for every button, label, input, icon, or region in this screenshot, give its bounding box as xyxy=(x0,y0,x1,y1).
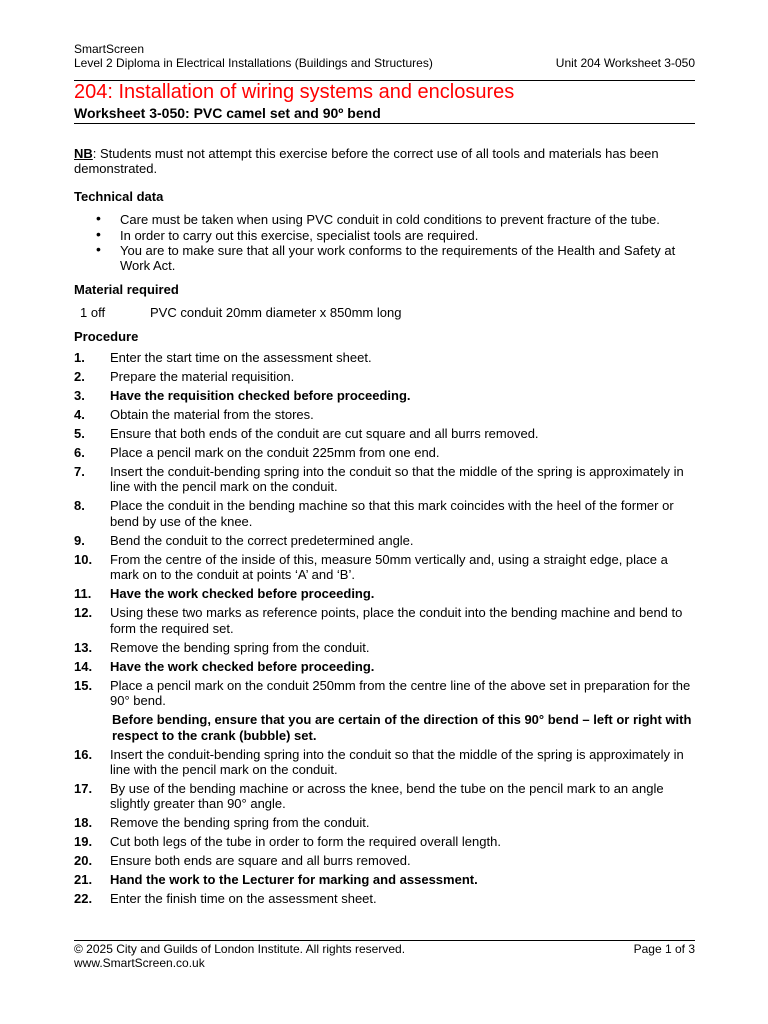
procedure-list xyxy=(74,350,695,907)
step-number: 2. xyxy=(74,369,85,385)
header-unit-ref: Unit 204 Worksheet 3-050 xyxy=(555,56,695,70)
step-text: Enter the finish time on the assessment sheet. xyxy=(110,891,377,907)
step-number: 3. xyxy=(74,388,85,404)
header-org: SmartScreen xyxy=(74,42,145,56)
title-divider xyxy=(74,123,695,124)
step-text: Remove the bending spring from the conduit. xyxy=(110,815,370,831)
procedure-step xyxy=(74,605,695,636)
material-qty: 1 off xyxy=(80,305,106,321)
procedure-step xyxy=(74,407,695,422)
step-text: Hand the work to the Lecturer for marking and assessment. xyxy=(110,872,478,888)
nb-label: NB xyxy=(74,146,93,161)
step-text: Have the work checked before proceeding. xyxy=(110,586,375,602)
procedure-step xyxy=(74,747,695,778)
material-heading: Material required xyxy=(74,281,179,297)
footer-divider xyxy=(74,940,695,941)
step-text: By use of the bending machine or across the knee, bend the tube on the pencil mark to an angle slightly greater than 90° angle. xyxy=(110,780,664,812)
procedure-step xyxy=(74,464,695,495)
step-number: 13. xyxy=(74,639,93,655)
procedure-step xyxy=(74,552,695,583)
worksheet-body xyxy=(74,146,695,910)
step-number: 21. xyxy=(74,872,93,888)
procedure-step xyxy=(74,640,695,655)
procedure-step xyxy=(74,369,695,384)
step-number: 7. xyxy=(74,464,85,480)
step-number: 18. xyxy=(74,815,93,831)
page-footer xyxy=(74,942,695,970)
procedure-step xyxy=(74,891,695,906)
technical-data-list xyxy=(96,212,695,274)
step-text: Place a pencil mark on the conduit 250mm from the centre line of the above set in preparation for the 90° bend. xyxy=(110,677,691,709)
procedure-step xyxy=(74,872,695,887)
procedure-step xyxy=(74,781,695,812)
step-number: 6. xyxy=(74,445,85,461)
technical-item: • In order to carry out this exercise, specialist tools are required. xyxy=(96,228,695,243)
procedure-step xyxy=(74,659,695,674)
step-text: Ensure that both ends of the conduit are cut square and all burrs removed. xyxy=(110,426,539,442)
step-number: 5. xyxy=(74,426,85,442)
step-text: Insert the conduit-bending spring into the conduit so that the middle of the spring is approximately in line with the pencil mark on the conduit. xyxy=(110,746,684,777)
technical-data-heading: Technical data xyxy=(74,188,164,204)
procedure-step xyxy=(74,853,695,868)
procedure-step xyxy=(74,445,695,460)
step-number: 12. xyxy=(74,605,93,621)
unit-title: 204: Installation of wiring systems and enclosures xyxy=(74,81,515,103)
page-number: Page 1 of 3 xyxy=(633,942,695,956)
step-number: 4. xyxy=(74,407,85,423)
step-number: 17. xyxy=(74,780,93,796)
page-header xyxy=(74,42,695,70)
procedure-step xyxy=(74,388,695,403)
step-number: 8. xyxy=(74,498,85,514)
technical-item: • You are to make sure that all your work conforms to the requirements of the Health and Safety at Work Act. xyxy=(96,243,695,274)
step-number: 20. xyxy=(74,853,93,869)
procedure-step xyxy=(74,533,695,548)
step-text: Have the work checked before proceeding. xyxy=(110,658,375,674)
step-text: Ensure both ends are square and all burrs removed. xyxy=(110,853,411,869)
step-number: 10. xyxy=(74,551,93,567)
procedure-step xyxy=(74,815,695,830)
step-text: Cut both legs of the tube in order to form the required overall length. xyxy=(110,834,501,850)
step-number: 16. xyxy=(74,746,93,762)
step-number: 14. xyxy=(74,658,93,674)
step-text: Prepare the material requisition. xyxy=(110,369,295,385)
footer-copyright: © 2025 City and Guilds of London Institute. All rights reserved. xyxy=(74,942,406,956)
worksheet-title: Worksheet 3-050: PVC camel set and 90º bend xyxy=(74,105,381,121)
step-text: Bend the conduit to the correct predetermined angle. xyxy=(110,532,414,548)
step-text: Obtain the material from the stores. xyxy=(110,407,314,423)
step-number: 9. xyxy=(74,532,85,548)
header-course: Level 2 Diploma in Electrical Installations (Buildings and Structures) xyxy=(74,56,433,70)
step-text: Insert the conduit-bending spring into the conduit so that the middle of the spring is approximately in line with the pencil mark on the conduit. xyxy=(110,464,684,495)
procedure-step xyxy=(74,586,695,601)
step-text: Place a pencil mark on the conduit 225mm from one end. xyxy=(110,445,440,461)
procedure-note: Before bending, ensure that you are certain of the direction of this 90° bend – left or right with respect to the crank (bubble) set. xyxy=(112,712,692,743)
step-number: 15. xyxy=(74,677,93,693)
procedure-step xyxy=(74,834,695,849)
step-text: Place the conduit in the bending machine so that this mark coincides with the heel of the former or bend by use of the knee. xyxy=(110,498,674,529)
procedure-step xyxy=(74,350,695,365)
step-text: Have the requisition checked before proceeding. xyxy=(110,388,411,404)
step-number: 19. xyxy=(74,834,93,850)
nb-note xyxy=(74,146,695,177)
procedure-heading: Procedure xyxy=(74,328,139,344)
step-number: 11. xyxy=(74,586,92,602)
technical-item: • Care must be taken when using PVC conduit in cold conditions to prevent fracture of the tube. xyxy=(96,212,695,227)
procedure-step xyxy=(74,678,695,709)
material-desc: PVC conduit 20mm diameter x 850mm long xyxy=(150,305,402,321)
procedure-step xyxy=(74,498,695,529)
material-row xyxy=(80,305,695,320)
step-number: 1. xyxy=(74,350,85,366)
step-text: Remove the bending spring from the conduit. xyxy=(110,639,370,655)
step-text: Enter the start time on the assessment sheet. xyxy=(110,350,372,366)
step-text: Using these two marks as reference points, place the conduit into the bending machine and bend to form the required set. xyxy=(110,605,683,636)
procedure-step xyxy=(74,426,695,441)
footer-url: www.SmartScreen.co.uk xyxy=(74,956,205,970)
nb-text: : Students must not attempt this exercise before the correct use of all tools and materials has been demonstrated. xyxy=(74,146,659,177)
step-number: 22. xyxy=(74,891,93,907)
step-text: From the centre of the inside of this, measure 50mm vertically and, using a straight edge, place a mark on to the conduit at points ‘A’ and ‘B’. xyxy=(110,551,668,583)
